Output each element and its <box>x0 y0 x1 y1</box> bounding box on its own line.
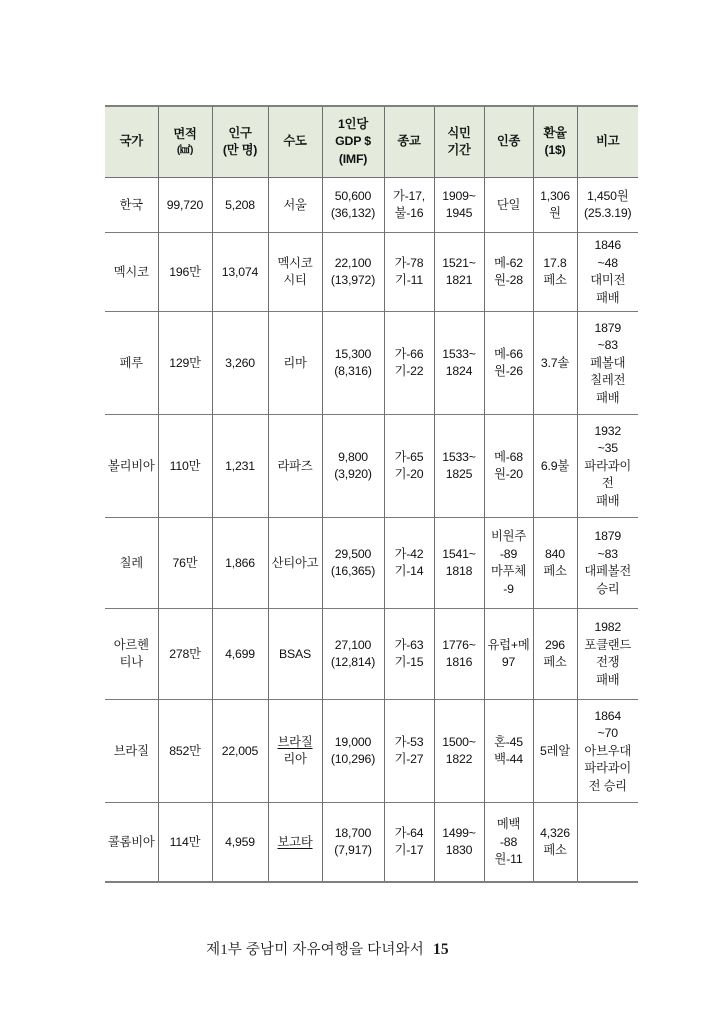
cell-ethnicity <box>484 312 533 415</box>
cell-exchange-rate-line: 840 <box>545 546 565 561</box>
cell-country <box>105 415 158 518</box>
cell-capital-line: 산티아고 <box>271 555 319 570</box>
cell-religion-line: 가-78 <box>394 255 424 270</box>
cell-notes <box>577 609 638 700</box>
cell-ethnicity-line: 원-26 <box>494 364 523 379</box>
cell-population-line: 1,866 <box>225 555 255 570</box>
column-header-gdp-line2: GDP $ <box>335 134 371 149</box>
column-header-population <box>212 106 268 178</box>
cell-notes-line: 대미전 <box>590 273 626 288</box>
cell-area-line: 99,720 <box>166 197 204 212</box>
cell-religion <box>384 415 434 518</box>
cell-notes-line: 1846 <box>594 238 622 253</box>
cell-gdp-line: 19,000 <box>334 734 372 749</box>
cell-country <box>105 178 158 233</box>
cell-ethnicity <box>484 803 533 883</box>
cell-exchange-rate <box>533 178 577 233</box>
cell-area-line: 852만 <box>169 743 201 758</box>
cell-area-line: 114만 <box>169 834 201 849</box>
table-row <box>105 518 638 609</box>
cell-notes-line: 대페볼전 <box>584 564 632 579</box>
cell-country <box>105 233 158 312</box>
cell-population-line: 4,959 <box>225 834 255 849</box>
cell-population <box>212 803 268 883</box>
cell-ethnicity <box>484 700 533 803</box>
cell-gdp <box>322 609 384 700</box>
cell-colonial-period <box>434 803 484 883</box>
cell-notes-line: (25.3.19) <box>584 206 632 221</box>
cell-country-line: 아르헨 <box>113 637 149 652</box>
column-header-gdp-line3: (IMF) <box>338 151 368 166</box>
cell-notes-line: 페볼대 <box>590 355 626 370</box>
column-header-exchange-rate <box>533 106 577 178</box>
page-footer <box>0 938 721 959</box>
column-header-area <box>158 106 212 178</box>
cell-gdp-line: (16,365) <box>330 564 376 579</box>
cell-area-line: 110만 <box>169 458 201 473</box>
cell-country-line: 콜롬비아 <box>107 834 155 849</box>
cell-exchange-rate <box>533 312 577 415</box>
cell-colonial-period-line: 1500~ <box>442 734 476 749</box>
cell-exchange-rate-line: 1,306 <box>540 188 570 203</box>
cell-exchange-rate <box>533 233 577 312</box>
cell-notes-line: 1864 <box>594 708 622 723</box>
cell-gdp <box>322 518 384 609</box>
cell-country-line: 브라질 <box>113 743 149 758</box>
cell-population <box>212 415 268 518</box>
cell-country-line: 페루 <box>119 355 143 370</box>
cell-capital-line: BSAS <box>278 646 311 661</box>
column-header-notes-line1: 비고 <box>596 134 620 149</box>
cell-notes <box>577 700 638 803</box>
column-header-country-line1: 국가 <box>119 134 143 149</box>
cell-notes-line: 패배 <box>596 290 620 305</box>
cell-gdp-line: (8,316) <box>334 364 372 379</box>
table-body <box>105 178 638 883</box>
cell-capital <box>268 803 322 883</box>
cell-area <box>158 312 212 415</box>
cell-colonial-period <box>434 233 484 312</box>
cell-colonial-period <box>434 415 484 518</box>
cell-notes <box>577 415 638 518</box>
cell-notes-line: 1932 <box>594 423 622 438</box>
cell-ethnicity-line: 97 <box>501 655 516 670</box>
cell-gdp <box>322 178 384 233</box>
column-header-population-line2: (만 명) <box>222 143 258 158</box>
cell-notes-line: 1,450원 <box>587 188 629 203</box>
cell-notes-line: 전 <box>601 476 614 491</box>
cell-exchange-rate-line: 296 <box>545 637 565 652</box>
cell-notes-line: 파라과이 <box>584 458 632 473</box>
table-row <box>105 609 638 700</box>
column-header-exchange-line2: (1$) <box>544 143 566 158</box>
cell-notes-line: 1879 <box>594 320 622 335</box>
cell-area <box>158 415 212 518</box>
table-header-row <box>105 106 638 178</box>
cell-colonial-period-line: 1825 <box>445 467 473 482</box>
column-header-area-line2: (㎢) <box>176 144 194 156</box>
table-row <box>105 700 638 803</box>
cell-notes-line: 파라과이 <box>584 761 632 776</box>
country-comparison-table <box>105 105 638 883</box>
cell-population-line: 5,208 <box>225 197 255 212</box>
cell-notes-line: 1879 <box>594 529 622 544</box>
cell-exchange-rate-line: 페소 <box>543 655 567 670</box>
cell-gdp-line: 9,800 <box>338 449 368 464</box>
cell-capital <box>268 178 322 233</box>
column-header-country <box>105 106 158 178</box>
column-header-ethnicity <box>484 106 533 178</box>
cell-religion <box>384 700 434 803</box>
cell-ethnicity-line: 백-44 <box>494 752 523 767</box>
cell-ethnicity-line: 마푸체 <box>490 564 527 579</box>
cell-colonial-period <box>434 700 484 803</box>
cell-religion <box>384 518 434 609</box>
cell-population-line: 4,699 <box>225 646 255 661</box>
cell-notes-line: ~70 <box>597 726 618 741</box>
cell-religion-line: 불-16 <box>394 206 424 221</box>
column-header-colonial-period <box>434 106 484 178</box>
table-row <box>105 803 638 883</box>
cell-exchange-rate <box>533 803 577 883</box>
cell-population <box>212 609 268 700</box>
cell-colonial-period-line: 1521~ <box>442 255 476 270</box>
cell-ethnicity-line: 비원주 <box>490 529 527 544</box>
cell-ethnicity-line: 메-66 <box>494 346 523 361</box>
cell-notes-line: 아브우대 <box>584 743 632 758</box>
cell-gdp-line: (13,972) <box>330 273 376 288</box>
cell-gdp-line: (36,132) <box>330 206 376 221</box>
cell-population-line: 22,005 <box>221 743 259 758</box>
cell-colonial-period-line: 1533~ <box>442 346 476 361</box>
cell-capital-line: 서울 <box>283 197 307 212</box>
cell-ethnicity-line: 메-62 <box>494 255 523 270</box>
cell-ethnicity-line: -88 <box>499 834 518 849</box>
cell-capital-line: 보고타 <box>277 834 313 849</box>
column-header-gdp <box>322 106 384 178</box>
cell-area <box>158 178 212 233</box>
cell-population-line: 13,074 <box>221 264 259 279</box>
cell-ethnicity-line: 단일 <box>496 197 521 212</box>
cell-population <box>212 312 268 415</box>
cell-area <box>158 700 212 803</box>
cell-gdp <box>322 312 384 415</box>
cell-ethnicity <box>484 178 533 233</box>
cell-exchange-rate <box>533 609 577 700</box>
cell-religion-line: 기-20 <box>394 467 424 482</box>
cell-notes-line: 패배 <box>596 672 620 687</box>
cell-population <box>212 518 268 609</box>
cell-capital <box>268 312 322 415</box>
cell-exchange-rate-line: 3.7솔 <box>540 355 570 370</box>
cell-religion <box>384 233 434 312</box>
cell-religion <box>384 178 434 233</box>
cell-religion-line: 가-66 <box>394 346 424 361</box>
footer-page-number: 15 <box>432 941 449 958</box>
cell-gdp-line: (12,814) <box>330 655 376 670</box>
cell-population-line: 3,260 <box>225 355 255 370</box>
cell-gdp <box>322 233 384 312</box>
cell-exchange-rate <box>533 415 577 518</box>
column-header-colonial-line2: 기간 <box>447 143 471 158</box>
cell-colonial-period <box>434 178 484 233</box>
cell-country-line: 멕시코 <box>113 264 149 279</box>
column-header-exchange-line1: 환율 <box>543 125 567 140</box>
cell-exchange-rate-line: 페소 <box>543 273 567 288</box>
cell-colonial-period <box>434 609 484 700</box>
cell-ethnicity-line: -89 <box>499 546 518 561</box>
column-header-capital-line1: 수도 <box>283 134 307 149</box>
cell-gdp <box>322 700 384 803</box>
cell-religion-line: 기-17 <box>394 843 424 858</box>
cell-ethnicity <box>484 415 533 518</box>
cell-ethnicity-line: 메-68 <box>494 449 523 464</box>
cell-ethnicity-line: -9 <box>503 581 514 596</box>
cell-notes-line: 패배 <box>596 493 620 508</box>
cell-area-line: 278만 <box>169 646 201 661</box>
column-header-area-line1: 면적 <box>173 127 197 142</box>
cell-colonial-period-line: 1533~ <box>442 449 476 464</box>
cell-country <box>105 803 158 883</box>
cell-capital-line: 시티 <box>283 273 307 288</box>
cell-capital-line: 라파즈 <box>277 458 313 473</box>
cell-colonial-period-line: 1541~ <box>442 546 476 561</box>
country-comparison-table-wrapper <box>105 105 632 883</box>
cell-capital <box>268 609 322 700</box>
column-header-population-line1: 인구 <box>228 125 252 140</box>
table-row <box>105 415 638 518</box>
cell-colonial-period-line: 1822 <box>445 752 473 767</box>
cell-exchange-rate-line: 원 <box>549 206 561 221</box>
cell-religion <box>384 312 434 415</box>
cell-notes-line: 전쟁 <box>596 655 620 670</box>
cell-area-line: 196만 <box>169 264 201 279</box>
cell-religion-line: 가-42 <box>394 546 424 561</box>
cell-capital-line: 리아 <box>283 752 307 767</box>
cell-country-line: 볼리비아 <box>107 458 155 473</box>
table-row <box>105 233 638 312</box>
cell-notes-line: 포클랜드 <box>584 637 632 652</box>
cell-notes-line: 전 승리 <box>588 778 627 793</box>
cell-country-line: 한국 <box>119 197 143 212</box>
cell-country <box>105 518 158 609</box>
cell-country <box>105 609 158 700</box>
cell-colonial-period-line: 1499~ <box>442 825 476 840</box>
cell-notes-line: 1982 <box>594 620 622 635</box>
cell-area <box>158 609 212 700</box>
cell-religion-line: 가-17, <box>392 188 426 203</box>
cell-ethnicity-line: 원-11 <box>494 852 523 867</box>
cell-colonial-period-line: 1818 <box>445 564 473 579</box>
cell-colonial-period-line: 1830 <box>445 843 473 858</box>
cell-ethnicity <box>484 233 533 312</box>
cell-ethnicity-line: 유럽+메 <box>487 637 530 652</box>
cell-notes-line: ~35 <box>597 441 618 456</box>
cell-religion-line: 기-27 <box>394 752 424 767</box>
cell-gdp-line: 18,700 <box>334 825 372 840</box>
table-header <box>105 106 638 178</box>
cell-ethnicity-line: 원-20 <box>494 467 523 482</box>
cell-capital-line: 멕시코 <box>277 255 313 270</box>
cell-colonial-period-line: 1816 <box>445 655 473 670</box>
cell-capital-line: 브라질 <box>277 734 313 749</box>
cell-religion-line: 가-64 <box>394 825 424 840</box>
cell-capital <box>268 700 322 803</box>
cell-religion-line: 기-22 <box>394 364 424 379</box>
cell-notes <box>577 233 638 312</box>
cell-capital-line: 리마 <box>283 355 307 370</box>
cell-colonial-period-line: 1824 <box>445 364 473 379</box>
cell-population <box>212 700 268 803</box>
cell-religion-line: 기-11 <box>395 273 423 288</box>
cell-country <box>105 312 158 415</box>
cell-ethnicity-line: 원-28 <box>494 273 523 288</box>
cell-ethnicity-line: 혼-45 <box>494 734 523 749</box>
cell-notes-line: 승리 <box>596 581 620 596</box>
column-header-gdp-line1: 1인당 <box>338 117 368 131</box>
cell-gdp-line: 15,300 <box>334 346 372 361</box>
footer-chapter-title: 제1부 중남미 자유여행을 다녀와서 <box>206 942 424 958</box>
cell-gdp-line: 27,100 <box>334 637 372 652</box>
cell-area-line: 129만 <box>169 355 201 370</box>
cell-population-line: 1,231 <box>225 458 255 473</box>
cell-capital <box>268 415 322 518</box>
cell-gdp-line: 29,500 <box>334 546 372 561</box>
cell-colonial-period-line: 1776~ <box>442 637 476 652</box>
cell-gdp <box>322 415 384 518</box>
column-header-ethnicity-line1: 인종 <box>496 134 521 149</box>
cell-ethnicity <box>484 609 533 700</box>
cell-gdp-line: (10,296) <box>330 752 376 767</box>
cell-notes-line: 칠레전 <box>590 373 626 388</box>
cell-religion-line: 가-53 <box>394 734 424 749</box>
cell-exchange-rate-line: 4,326 <box>540 825 570 840</box>
cell-gdp-line: (3,920) <box>334 467 372 482</box>
cell-exchange-rate-line: 17.8 <box>543 255 567 270</box>
cell-religion <box>384 609 434 700</box>
cell-exchange-rate-line: 5레알 <box>540 743 570 758</box>
cell-area <box>158 233 212 312</box>
cell-notes <box>577 178 638 233</box>
cell-colonial-period <box>434 312 484 415</box>
cell-colonial-period <box>434 518 484 609</box>
cell-population <box>212 178 268 233</box>
cell-religion <box>384 803 434 883</box>
cell-area <box>158 518 212 609</box>
cell-notes <box>577 803 638 883</box>
cell-gdp <box>322 803 384 883</box>
cell-ethnicity <box>484 518 533 609</box>
cell-area <box>158 803 212 883</box>
cell-capital <box>268 518 322 609</box>
cell-exchange-rate <box>533 518 577 609</box>
table-row <box>105 312 638 415</box>
cell-population <box>212 233 268 312</box>
table-row <box>105 178 638 233</box>
cell-exchange-rate-line: 6.9불 <box>540 458 570 473</box>
column-header-colonial-line1: 식민 <box>447 125 471 140</box>
cell-gdp-line: 50,600 <box>334 188 372 203</box>
cell-exchange-rate <box>533 700 577 803</box>
cell-gdp-line: 22,100 <box>334 255 372 270</box>
column-header-religion-line1: 종교 <box>397 134 421 149</box>
cell-notes <box>577 518 638 609</box>
cell-notes <box>577 312 638 415</box>
cell-colonial-period-line: 1945 <box>445 206 473 221</box>
cell-exchange-rate-line: 페소 <box>543 843 567 858</box>
cell-notes-line: ~83 <box>597 338 618 353</box>
cell-exchange-rate-line: 페소 <box>543 564 567 579</box>
cell-area-line: 76만 <box>172 555 198 570</box>
column-header-capital <box>268 106 322 178</box>
cell-colonial-period-line: 1909~ <box>442 188 476 203</box>
cell-religion-line: 기-15 <box>394 655 424 670</box>
cell-country-line: 티나 <box>119 655 143 670</box>
cell-gdp-line: (7,917) <box>334 843 372 858</box>
cell-country-line: 칠레 <box>119 555 143 570</box>
cell-ethnicity-line: 메백 <box>496 817 521 832</box>
cell-religion-line: 기-14 <box>394 564 424 579</box>
cell-religion-line: 가-63 <box>394 637 424 652</box>
cell-colonial-period-line: 1821 <box>445 273 473 288</box>
column-header-religion <box>384 106 434 178</box>
cell-notes-line: 패배 <box>596 390 620 405</box>
cell-capital <box>268 233 322 312</box>
cell-notes-line: ~48 <box>597 255 618 270</box>
cell-country <box>105 700 158 803</box>
cell-religion-line: 가-65 <box>394 449 424 464</box>
cell-notes-line: ~83 <box>597 546 618 561</box>
column-header-notes <box>577 106 638 178</box>
